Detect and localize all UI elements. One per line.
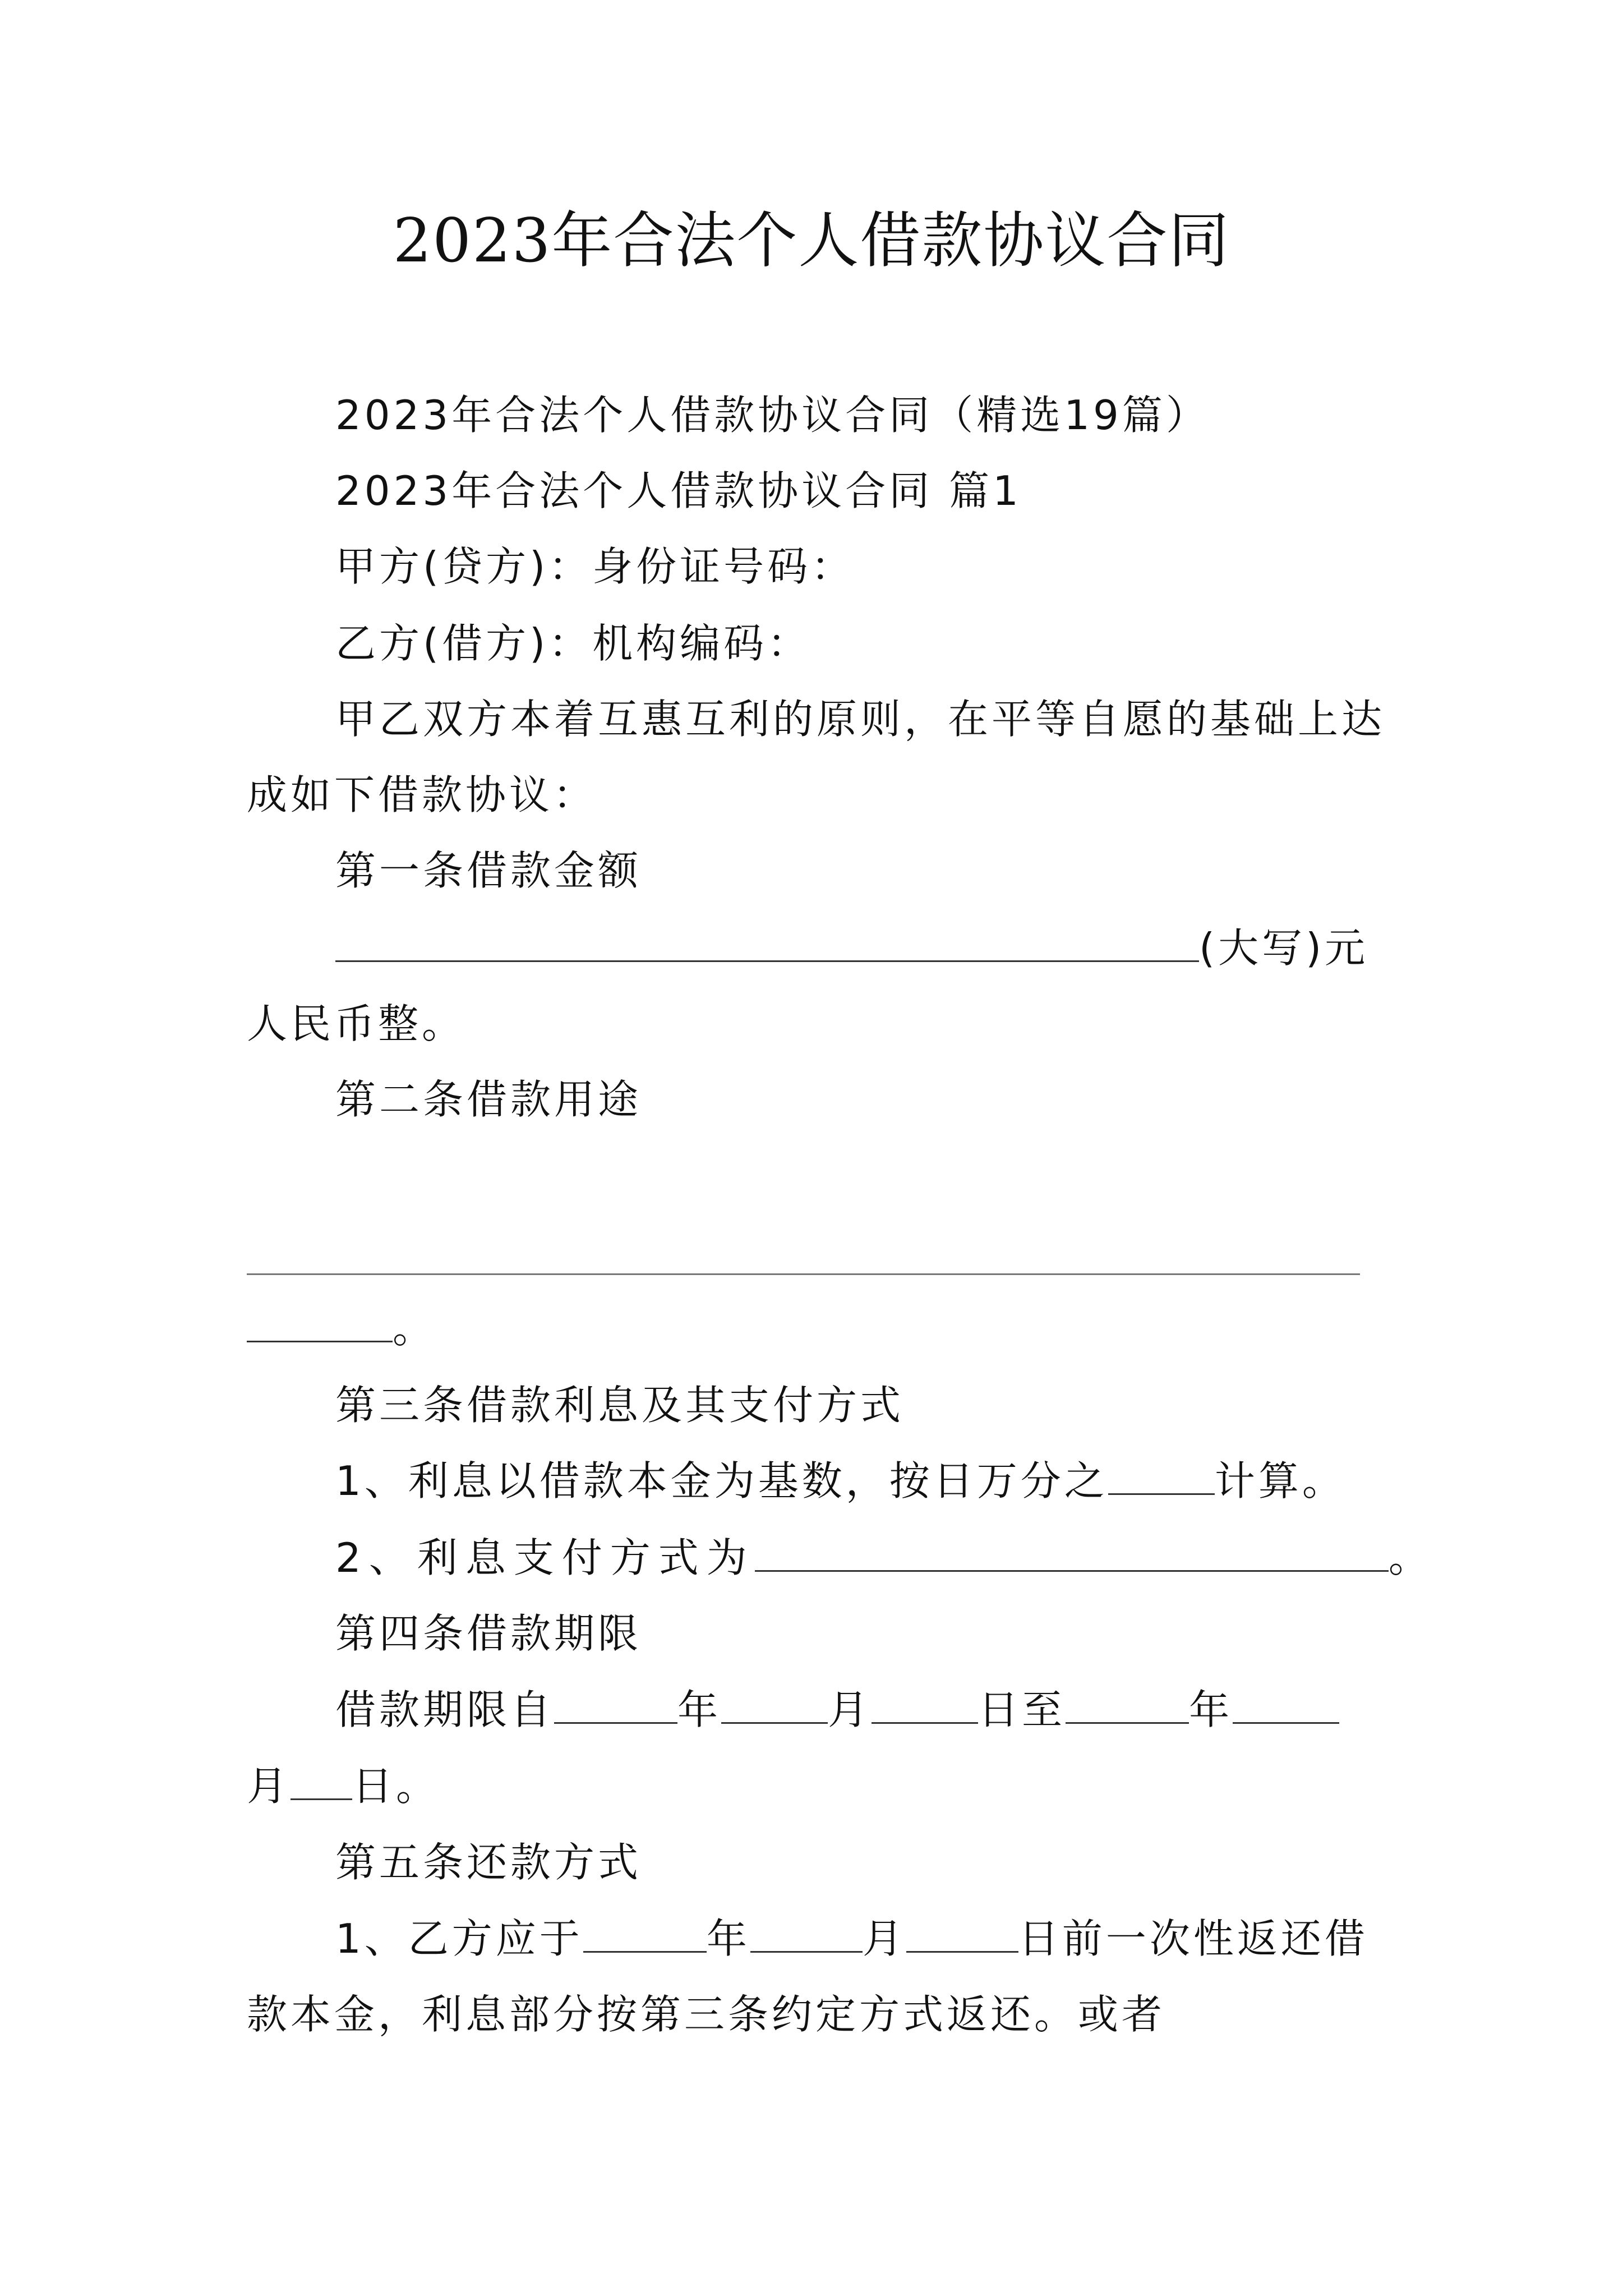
purpose-end-mark: 。	[393, 1305, 437, 1352]
interest-payment-blank	[755, 1531, 1389, 1572]
interest-rate-text: 1、利息以借款本金为基数，按日万分之	[335, 1457, 1108, 1504]
article-4-period-line	[335, 1682, 1339, 1738]
year-label-2: 年	[1189, 1686, 1233, 1733]
amount-blank	[335, 921, 1199, 962]
year-label: 年	[677, 1686, 722, 1733]
article-5-title: 第五条还款方式	[335, 1839, 642, 1886]
end-month-blank	[1233, 1683, 1339, 1724]
article-3-title: 第三条借款利息及其支付方式	[335, 1382, 905, 1429]
start-year-blank	[554, 1683, 677, 1724]
interest-rate-suffix: 计算。	[1214, 1457, 1346, 1504]
day-to-label: 日至	[978, 1686, 1066, 1733]
month-label: 月	[828, 1686, 872, 1733]
article-5-continuation: 款本金，利息部分按第三条约定方式返还。或者	[247, 1991, 1166, 2038]
end-day-blank	[291, 1759, 352, 1800]
month-label-2: 月	[247, 1763, 291, 1810]
purpose-blank-short	[247, 1301, 393, 1342]
article-1-title: 第一条借款金额	[335, 847, 642, 894]
intro-paragraph-line-2: 成如下借款协议：	[247, 771, 597, 818]
start-month-blank	[721, 1683, 828, 1724]
article-1-continuation: 人民币整。	[247, 1000, 466, 1047]
repay-month-label: 月	[862, 1915, 906, 1962]
subtitle: 2023年合法个人借款协议合同（精选19篇）	[335, 392, 1210, 439]
repay-year-blank	[583, 1912, 707, 1953]
article-3-clause-1	[335, 1453, 1346, 1509]
repay-month-blank	[750, 1912, 863, 1953]
interest-payment-text: 2、利息支付方式为	[335, 1534, 755, 1581]
repay-rest-text: 日前一次性返还借	[1018, 1915, 1368, 1962]
end-year-blank	[1066, 1683, 1189, 1724]
party-b-line: 乙方(借方)：机构编码：	[335, 620, 811, 667]
article-2-title: 第二条借款用途	[335, 1076, 642, 1123]
intro-paragraph-line-1: 甲乙双方本着互惠互利的原则，在平等自愿的基础上达	[335, 696, 1386, 743]
period-from-text: 借款期限自	[335, 1686, 555, 1733]
amount-suffix: (大写)元	[1199, 924, 1369, 972]
repay-text: 1、乙方应于	[335, 1915, 583, 1962]
interest-rate-blank	[1108, 1454, 1215, 1495]
party-a-line: 甲方(贷方)：身份证号码：	[335, 543, 855, 590]
repay-year-label: 年	[706, 1915, 750, 1962]
section-heading: 2023年合法个人借款协议合同 篇1	[335, 467, 1022, 514]
article-4-continuation	[247, 1758, 440, 1814]
article-3-clause-2	[335, 1530, 1437, 1586]
repay-day-blank	[906, 1912, 1018, 1953]
article-1-amount-line	[335, 920, 1368, 976]
interest-payment-end: 。	[1388, 1534, 1437, 1581]
article-4-title: 第四条借款期限	[335, 1610, 642, 1657]
day-label-2: 日。	[352, 1763, 440, 1810]
article-5-clause-1	[335, 1911, 1368, 1967]
article-2-end-line	[247, 1300, 436, 1356]
page-title: 2023年合法个人借款协议合同	[393, 206, 1230, 276]
start-day-blank	[872, 1683, 978, 1724]
purpose-blank-rule	[247, 1273, 1360, 1275]
